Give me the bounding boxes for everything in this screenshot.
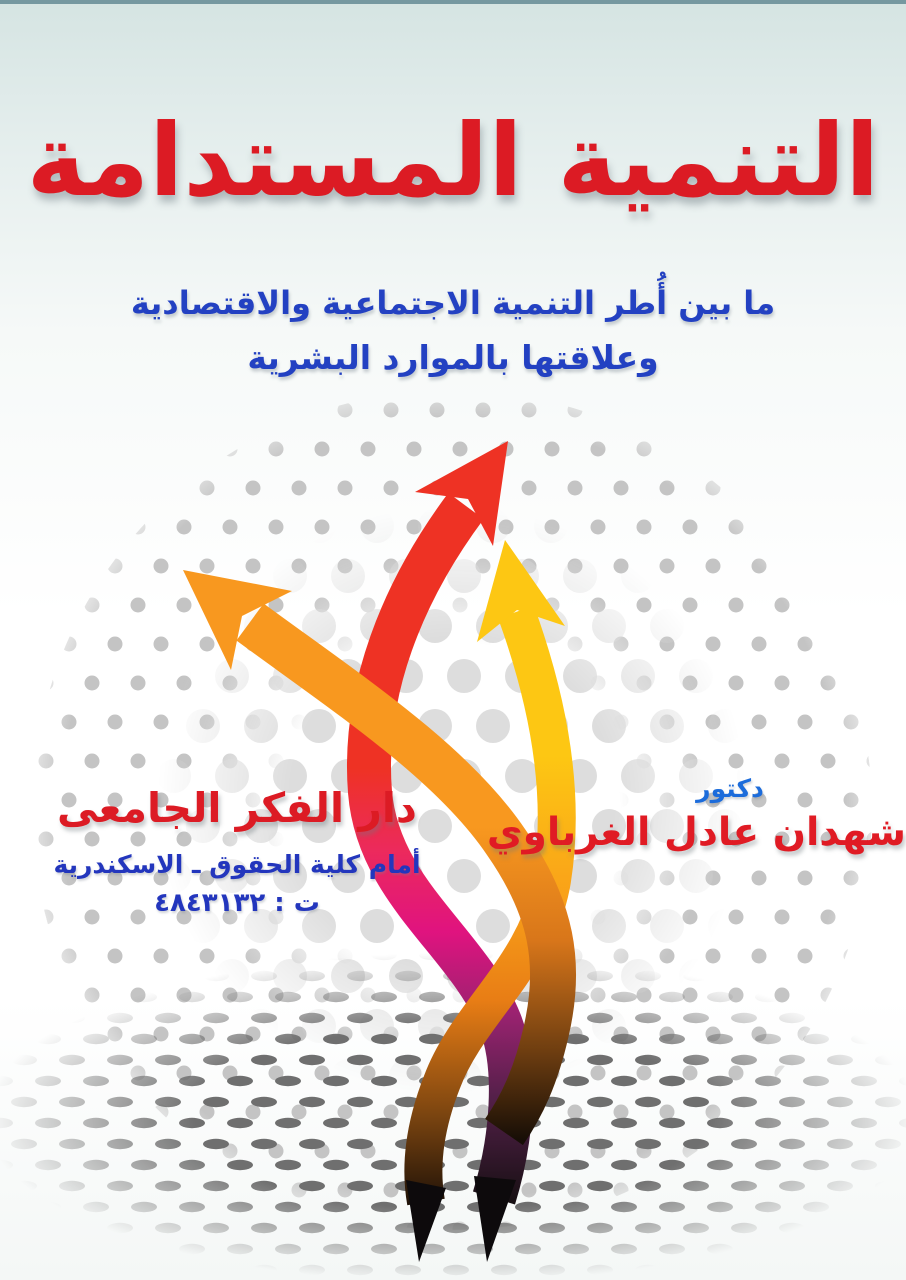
book-subtitle-line1: ما بين أُطر التنمية الاجتماعية والاقتصادية — [130, 284, 776, 322]
halftone-floor — [0, 953, 906, 1280]
book-title: التنمية المستدامة — [26, 102, 880, 219]
publisher-name: دار الفكر الجامعى — [57, 784, 417, 832]
book-subtitle-line2: وعلاقتها بالموارد البشرية — [247, 338, 659, 377]
author-name: شهدان عادل الغرباوي — [486, 810, 906, 855]
publisher-phone: ت : ٤٨٤٣١٣٢ — [154, 888, 320, 918]
author-honorific: دكتور — [696, 774, 764, 803]
publisher-address: أمام كلية الحقوق ـ الاسكندرية — [53, 850, 421, 879]
